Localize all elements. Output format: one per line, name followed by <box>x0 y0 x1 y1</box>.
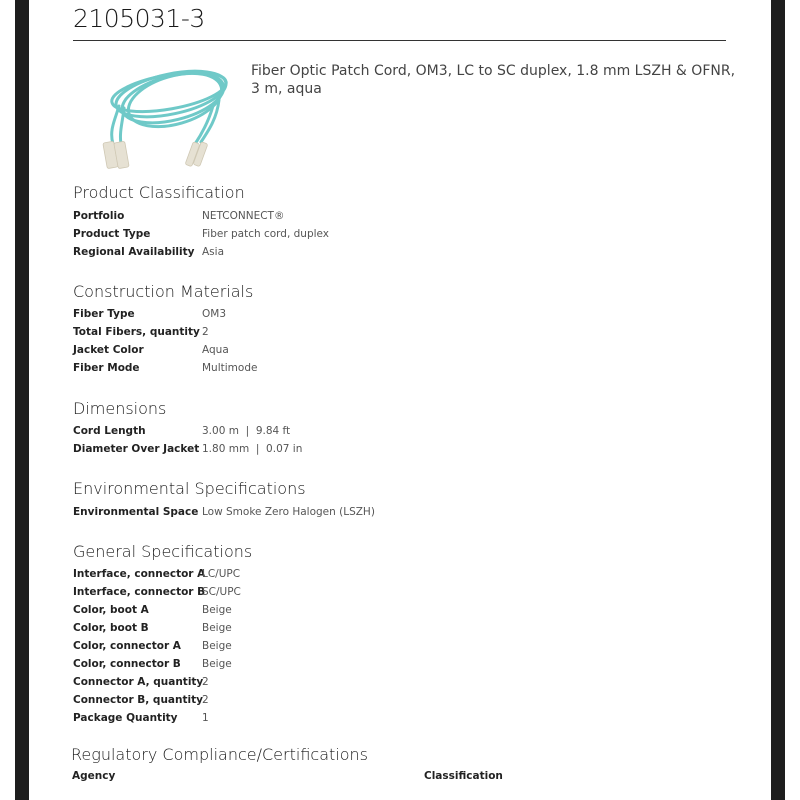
spec-row-total-fibers <box>73 323 673 341</box>
spec-row-color-boot-a <box>73 601 673 619</box>
spec-row-diameter-over-jacket <box>73 440 673 458</box>
spec-label: Diameter Over Jacket <box>73 443 200 455</box>
spec-row-jacket-color <box>73 341 673 359</box>
spec-label: Color, connector A <box>73 640 181 652</box>
spec-value: Beige <box>202 622 232 634</box>
spec-value: Low Smoke Zero Halogen (LSZH) <box>202 506 375 518</box>
spec-row-connector-b-quantity <box>73 691 673 709</box>
spec-label: Total Fibers, quantity <box>73 326 200 338</box>
spec-row-color-boot-b <box>73 619 673 637</box>
datasheet-page <box>29 0 771 800</box>
left-border-bar <box>15 0 29 800</box>
spec-label: Package Quantity <box>73 712 178 724</box>
spec-value: Beige <box>202 604 232 616</box>
spec-label: Regional Availability <box>73 246 195 258</box>
spec-row-interface-connector-a <box>73 565 673 583</box>
spec-value: Multimode <box>202 362 258 374</box>
spec-label: Interface, connector A <box>73 568 206 580</box>
spec-label: Color, boot B <box>73 622 149 634</box>
section-title-construction-materials: Construction Materials <box>73 282 254 301</box>
spec-value: NETCONNECT® <box>202 210 285 222</box>
spec-row-color-connector-b <box>73 655 673 673</box>
spec-label: Environmental Space <box>73 506 199 518</box>
spec-label: Connector A, quantity <box>73 676 204 688</box>
spec-label: Product Type <box>73 228 151 240</box>
spec-row-package-quantity <box>73 709 673 727</box>
section-title-regulatory-compliance: Regulatory Compliance/Certifications <box>71 745 368 764</box>
product-description: Fiber Optic Patch Cord, OM3, LC to SC duplex, 1.8 mm LSZH & OFNR, 3 m, aqua <box>251 63 736 97</box>
spec-row-regional-availability <box>73 243 673 261</box>
spec-value: OM3 <box>202 308 227 320</box>
spec-row-interface-connector-b <box>73 583 673 601</box>
title-divider <box>73 40 726 41</box>
spec-row-connector-a-quantity <box>73 673 673 691</box>
spec-row-environmental-space <box>73 503 673 521</box>
spec-value: 2 <box>202 694 209 706</box>
part-number-title: 2105031-3 <box>73 4 205 33</box>
spec-value: 2 <box>202 676 209 688</box>
spec-label: Cord Length <box>73 425 146 437</box>
spec-label: Interface, connector B <box>73 586 206 598</box>
spec-label: Fiber Mode <box>73 362 140 374</box>
spec-row-fiber-mode <box>73 359 673 377</box>
spec-value: Beige <box>202 640 232 652</box>
right-border-bar <box>771 0 785 800</box>
aqua-fiber-patch-cord-image <box>79 58 229 180</box>
spec-row-fiber-type <box>73 305 673 323</box>
column-header-classification: Classification <box>424 770 503 782</box>
spec-value: Aqua <box>202 344 229 356</box>
spec-value: 2 <box>202 326 209 338</box>
section-title-product-classification: Product Classification <box>73 183 245 202</box>
spec-value: 3.00 m | 9.84 ft <box>202 425 291 437</box>
spec-value: SC/UPC <box>202 586 241 598</box>
section-title-dimensions: Dimensions <box>73 399 167 418</box>
spec-value: Fiber patch cord, duplex <box>202 228 330 240</box>
spec-row-cord-length <box>73 422 673 440</box>
spec-label: Connector B, quantity <box>73 694 203 706</box>
section-title-general-specifications: General Specifications <box>73 542 253 561</box>
spec-label: Color, connector B <box>73 658 181 670</box>
spec-value: 1 <box>202 712 209 724</box>
column-header-agency: Agency <box>72 770 116 782</box>
spec-row-product-type <box>73 225 673 243</box>
spec-label: Portfolio <box>73 210 125 222</box>
spec-value: Beige <box>202 658 232 670</box>
spec-row-portfolio <box>73 207 673 225</box>
spec-row-color-connector-a <box>73 637 673 655</box>
spec-value: Asia <box>202 246 225 258</box>
spec-value: LC/UPC <box>202 568 241 580</box>
spec-label: Fiber Type <box>73 308 135 320</box>
spec-label: Color, boot A <box>73 604 149 616</box>
spec-value: 1.80 mm | 0.07 in <box>202 443 303 455</box>
section-title-environmental-specifications: Environmental Specifications <box>73 479 306 498</box>
spec-label: Jacket Color <box>73 344 144 356</box>
